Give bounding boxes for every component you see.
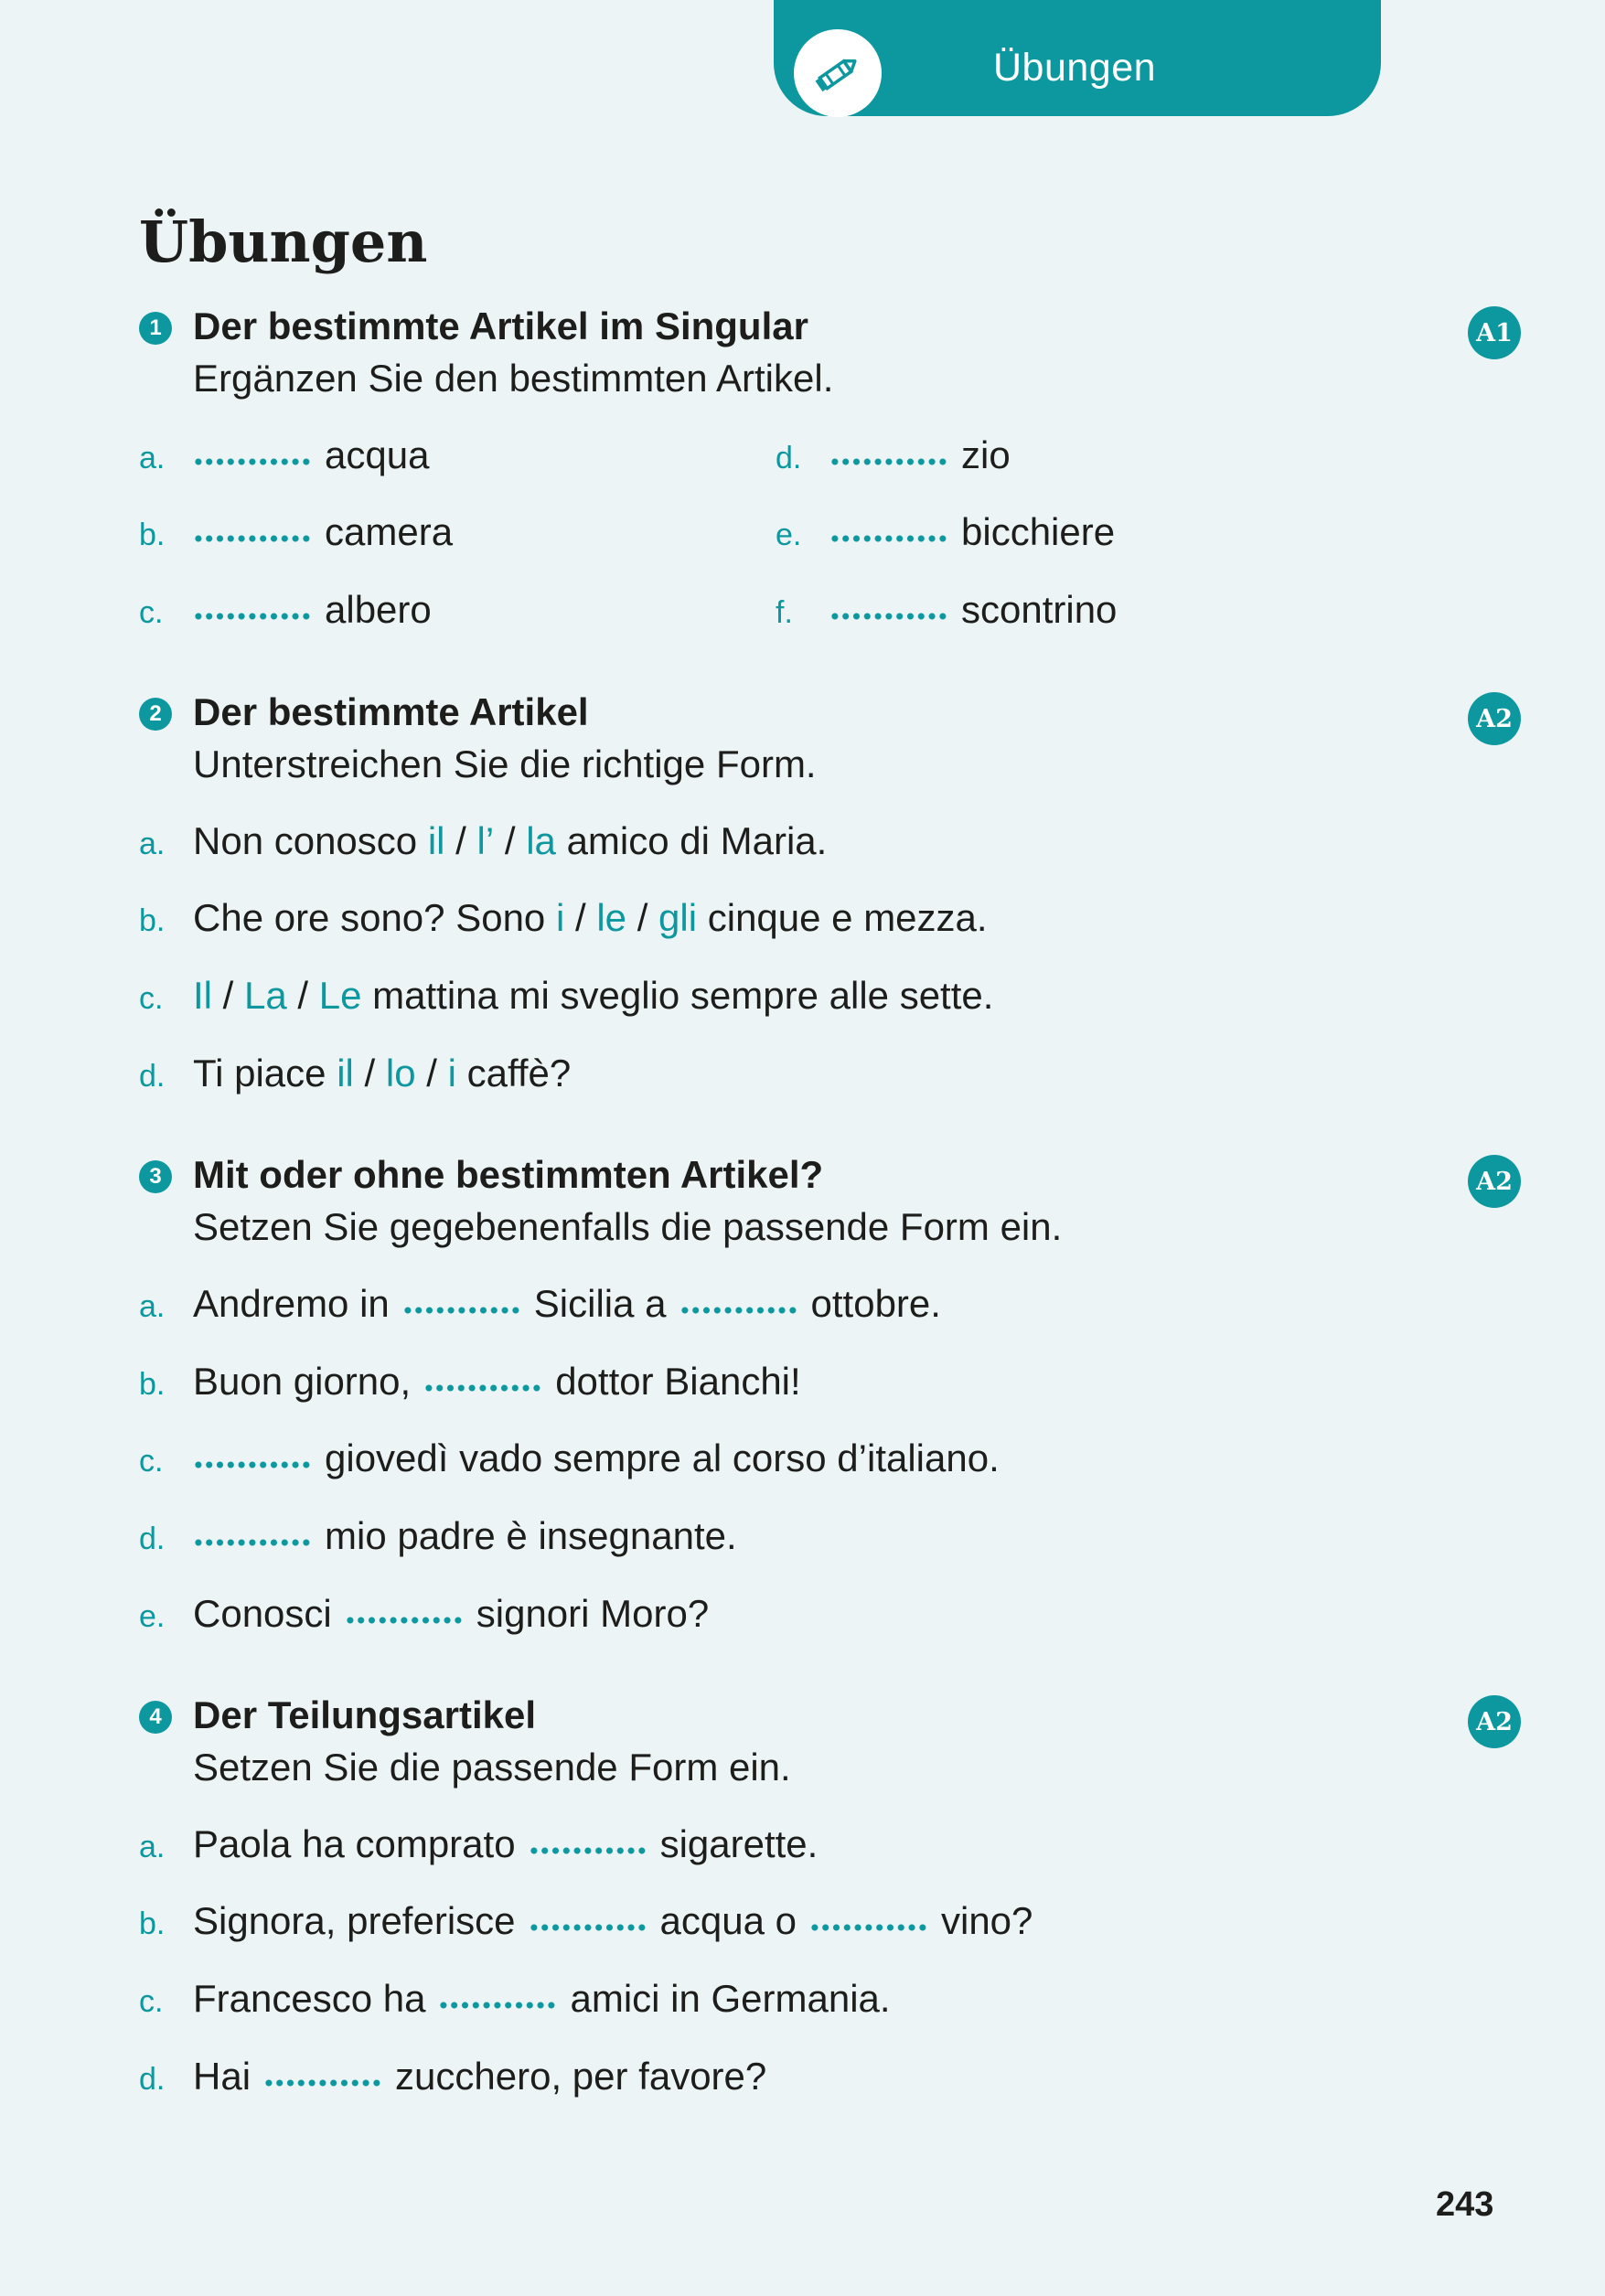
option-choice[interactable]: le: [596, 896, 627, 939]
item-letter: a.: [139, 441, 166, 475]
option-choice[interactable]: La: [244, 974, 287, 1017]
item-text: scontrino: [961, 588, 1118, 631]
blank-field[interactable]: [423, 1383, 542, 1393]
blank-field[interactable]: [345, 1616, 464, 1625]
item-text: Conosci: [193, 1592, 332, 1635]
exercise-title: Mit oder ohne bestimmten Artikel?: [193, 1153, 824, 1196]
item-text: vino?: [940, 1899, 1033, 1942]
list-item: [139, 1436, 1000, 1480]
blank-field[interactable]: [193, 1538, 312, 1547]
item-letter: f.: [776, 595, 793, 630]
item-text: dottor Bianchi!: [555, 1360, 801, 1403]
list-item: [139, 1282, 941, 1326]
blank-field[interactable]: [193, 1460, 312, 1469]
item-text: zio: [961, 433, 1011, 476]
item-text: Non conosco: [193, 819, 418, 862]
exercise-title: Der bestimmte Artikel im Singular: [193, 304, 808, 347]
blank-field[interactable]: [829, 534, 948, 543]
list-item: [139, 1977, 891, 2021]
blank-field[interactable]: [193, 534, 312, 543]
exercise-title: Der bestimmte Artikel: [193, 690, 589, 733]
item-text: albero: [325, 588, 432, 631]
pencil-icon: [794, 29, 882, 117]
item-text: Paola ha comprato: [193, 1822, 516, 1865]
section-tab: [774, 0, 1381, 116]
item-text: acqua: [325, 433, 430, 476]
list-item: b. Che ore sono? Sono i / le / gli cinque e mezza.: [139, 896, 988, 939]
list-item: a. Non conosco il / l’ / la amico di Maria.: [139, 819, 828, 862]
item-letter: a.: [139, 1830, 166, 1864]
blank-field[interactable]: [193, 612, 312, 621]
blank-field[interactable]: [529, 1846, 647, 1855]
item-text: zucchero, per favore?: [395, 2055, 767, 2098]
blank-field[interactable]: [809, 1923, 928, 1932]
item-text: acqua o: [659, 1899, 797, 1942]
option-choice[interactable]: la: [526, 819, 556, 862]
exercise-instruction: Setzen Sie gegebenenfalls die passende Form ein.: [193, 1205, 1063, 1248]
list-item: d. Ti piace il / lo / i caffè?: [139, 1052, 572, 1095]
item-letter: e.: [776, 518, 802, 552]
item-letter: c.: [139, 1984, 164, 2019]
exercise-number: 3: [139, 1160, 172, 1193]
list-item: [139, 1592, 709, 1636]
item-text: Hai: [193, 2055, 251, 2098]
exercise-number: 1: [139, 312, 172, 345]
item-text: Che ore sono? Sono: [193, 896, 546, 939]
option-choice[interactable]: Il: [193, 974, 212, 1017]
option-choice[interactable]: il: [427, 819, 445, 862]
blank-field[interactable]: [679, 1306, 798, 1315]
list-item: [139, 1360, 801, 1404]
list-item: [776, 510, 1115, 554]
blank-field[interactable]: [263, 2078, 382, 2088]
blank-field[interactable]: [402, 1306, 521, 1315]
blank-field[interactable]: [529, 1923, 647, 1932]
option-choice[interactable]: gli: [658, 896, 698, 939]
item-text: Sicilia a: [533, 1282, 667, 1325]
level-badge: A2: [1468, 1695, 1521, 1748]
item-letter: e.: [139, 1599, 166, 1634]
exercise-instruction: Ergänzen Sie den bestimmten Artikel.: [193, 357, 834, 400]
list-item: [139, 588, 432, 632]
list-item: [139, 433, 429, 477]
item-letter: d.: [776, 441, 802, 475]
item-text: Signora, preferisce: [193, 1899, 516, 1942]
item-letter: d.: [139, 2062, 166, 2097]
level-badge: A2: [1468, 692, 1521, 745]
item-text: ottobre.: [810, 1282, 941, 1325]
item-text: camera: [325, 510, 454, 553]
item-letter: b.: [139, 1367, 166, 1402]
option-choice[interactable]: i: [447, 1052, 456, 1095]
item-text: Buon giorno,: [193, 1360, 412, 1403]
item-text: caffè?: [466, 1052, 572, 1095]
item-text: Andremo in: [193, 1282, 390, 1325]
item-text: Francesco ha: [193, 1977, 426, 2020]
list-item: [139, 1899, 1033, 1943]
option-choice[interactable]: lo: [385, 1052, 416, 1095]
level-badge: A1: [1468, 306, 1521, 359]
list-item: [139, 2055, 766, 2098]
item-letter: c.: [139, 1444, 164, 1479]
option-choice[interactable]: l’: [476, 819, 495, 862]
item-text: amico di Maria.: [566, 819, 828, 862]
item-letter: b.: [139, 903, 166, 938]
option-choice[interactable]: Le: [318, 974, 362, 1017]
item-text: mio padre è insegnante.: [325, 1514, 737, 1557]
item-text: signori Moro?: [476, 1592, 710, 1635]
item-text: mattina mi sveglio sempre alle sette.: [372, 974, 994, 1017]
item-text: sigarette.: [659, 1822, 819, 1865]
list-item: [776, 433, 1011, 477]
item-text: Ti piace: [193, 1052, 326, 1095]
exercise-number: 4: [139, 1701, 172, 1734]
level-badge: A2: [1468, 1155, 1521, 1208]
blank-field[interactable]: [829, 457, 948, 466]
item-text: amici in Germania.: [570, 1977, 891, 2020]
list-item: [139, 1822, 818, 1866]
item-text: giovedì vado sempre al corso d’italiano.: [325, 1436, 1000, 1479]
exercise-instruction: Setzen Sie die passende Form ein.: [193, 1746, 791, 1789]
list-item: [139, 1514, 737, 1558]
exercise-number: 2: [139, 698, 172, 731]
page-number: 243: [1436, 2185, 1494, 2224]
item-letter: b.: [139, 518, 166, 552]
list-item: c. Il / La / Le mattina mi sveglio sempre alle sette.: [139, 974, 994, 1017]
item-letter: a.: [139, 1289, 166, 1324]
item-text: cinque e mezza.: [707, 896, 988, 939]
list-item: [776, 588, 1117, 632]
item-letter: c.: [139, 981, 164, 1016]
option-choice[interactable]: il: [337, 1052, 354, 1095]
page-title: Übungen: [139, 208, 428, 275]
item-letter: d.: [139, 1522, 166, 1556]
blank-field[interactable]: [438, 2001, 557, 2010]
exercise-instruction: Unterstreichen Sie die richtige Form.: [193, 742, 817, 785]
tab-label: Übungen: [993, 46, 1157, 90]
item-letter: a.: [139, 827, 166, 861]
list-item: [139, 510, 453, 554]
exercise-title: Der Teilungsartikel: [193, 1693, 537, 1736]
item-letter: d.: [139, 1059, 166, 1094]
blank-field[interactable]: [829, 612, 948, 621]
item-letter: c.: [139, 595, 164, 630]
blank-field[interactable]: [193, 457, 312, 466]
item-letter: b.: [139, 1906, 166, 1941]
item-text: bicchiere: [961, 510, 1116, 553]
option-choice[interactable]: i: [555, 896, 565, 939]
